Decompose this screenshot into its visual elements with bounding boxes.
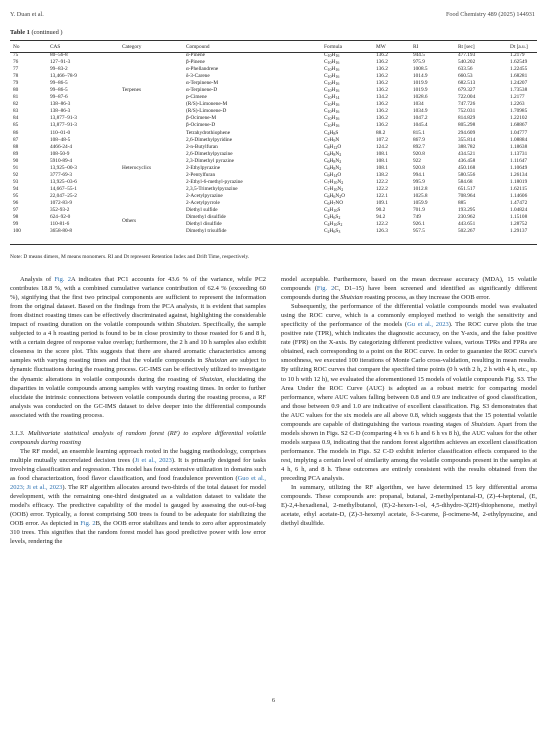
cell-compound: 2,6-Dimethylpyrazine — [186, 150, 233, 157]
table-top-rule — [10, 40, 537, 41]
cell-no: 83 — [13, 108, 19, 115]
cell-compound: 2,3,5-Trimethylpyrazine — [186, 185, 238, 192]
cell-formula: $C_{10}H_{16}$ — [324, 101, 340, 108]
cell-no: 87 — [13, 136, 19, 143]
cell-dt: 1.08884 — [510, 136, 528, 143]
cell-formula: $C_7H_{10}N_2$ — [324, 185, 344, 192]
cell-rt: 660.53 — [458, 73, 473, 80]
cell-ri: 944.5 — [413, 52, 425, 59]
col-header-compound: Compound — [186, 43, 210, 50]
cell-no: 76 — [13, 59, 19, 66]
cell-ri: 1028.6 — [413, 94, 428, 101]
cell-formula: $C_{10}H_{16}$ — [324, 115, 340, 122]
cell-formula: $C_4H_8S$ — [324, 129, 339, 136]
cell-rt: 651.517 — [458, 185, 476, 192]
cell-mw: 108.1 — [376, 157, 388, 164]
col-header-ri: RI — [413, 43, 419, 50]
cell-formula: $C_{10}H_{16}$ — [324, 87, 340, 94]
cell-formula: $C_6H_8N_2$ — [324, 150, 342, 157]
cell-ri: 1025.8 — [413, 192, 428, 199]
cell-rt: 805.298 — [458, 122, 476, 129]
table-row — [10, 200, 537, 207]
cell-formula: $C_8H_{12}O$ — [324, 143, 342, 150]
cell-ri: 994.1 — [413, 171, 425, 178]
cell-dt: 1.18019 — [510, 178, 528, 185]
table-row — [10, 193, 537, 200]
cell-compound: Dimethyl trisulfide — [186, 228, 227, 235]
cell-formula: $C_7H_{10}N_2$ — [324, 178, 344, 185]
cell-mw: 136.2 — [376, 80, 388, 87]
cell-rt: 294.609 — [458, 129, 476, 136]
cell-formula: $C_4H_{10}S$ — [324, 207, 341, 214]
col-header-category: Category — [122, 43, 142, 50]
cell-dt: 1.47472 — [510, 200, 528, 206]
cell-compound: 2,3-Dimethyl pyrazine — [186, 157, 234, 164]
cell-mw: 136.2 — [376, 101, 388, 108]
cell-no: 90 — [13, 157, 19, 164]
paragraph-rf-model: The RF model, an ensemble learning approach rooted in the bagging methodology, comprises multiple mutually uncorrelated decision trees (Ji et al., 2023). It is primarily designed for tasks involving classification and regression. This model has found extensive utilization in domains such as food characterization, food flavor classification, and food fraudulence prevention (Guo et al., 2023; Ji et al., 2023). The RF algorithm allocates around two-thirds of the total dataset for model development, with the remaining one-third designated as a validation dataset to validate the model's efficacy. The predictive capability of the model is gauged by assessing the out-of-bag (OOB) error. Typically, a forest comprising 500 trees is found to be adequate for stabilizing the OOB error. As depicted in Fig. 2B, the OOB error stabilizes and tends to zero after approximately 310 trees. This signifies that the random forest model has good predictive power with low error levels, rendering the — [10, 447, 267, 546]
cell-rt: 633.56 — [458, 66, 473, 73]
cell-mw: 136.2 — [376, 59, 388, 66]
citation-link[interactable]: Gu et al., 2023 — [407, 321, 449, 329]
cell-formula: $C_6H_6N_2O$ — [324, 192, 346, 199]
left-text-column — [10, 275, 266, 546]
cell-cas: 80–56-8 — [50, 52, 68, 59]
cell-mw: 136.2 — [376, 73, 388, 80]
cell-ri: 1012.8 — [413, 185, 428, 192]
cell-cas: 1072-83-9 — [50, 200, 73, 206]
table-row — [10, 108, 537, 115]
cell-formula: $C_{10}H_{16}$ — [324, 73, 340, 80]
cell-ri: 1034.9 — [413, 108, 428, 115]
table-row — [10, 165, 537, 172]
cell-compound: α-Terpinene-M — [186, 80, 219, 87]
cell-compound: β-Ocimene-D — [186, 122, 216, 129]
cell-mw: 122.2 — [376, 221, 388, 228]
cell-compound: 2-Pentylfuran — [186, 171, 216, 178]
cell-cas: 3658-80-8 — [50, 228, 73, 235]
cell-cas: 22,047–25-2 — [50, 192, 77, 199]
cell-mw: 124.2 — [376, 143, 388, 150]
cell-mw: 109.1 — [376, 200, 388, 206]
cell-compound: 2-n-Butylfuran — [186, 143, 218, 150]
cell-formula: $C_2H_6S_2$ — [324, 214, 341, 221]
col-header-formula: Formula — [324, 43, 342, 50]
table-row — [10, 228, 537, 235]
cell-rt: 193.295 — [458, 207, 476, 214]
cell-ri: 749 — [413, 214, 421, 221]
cell-rt: 752.031 — [458, 108, 476, 115]
cell-ri: 701.9 — [413, 207, 425, 214]
running-header-authors: Y. Duan et al. — [10, 11, 44, 18]
cell-rt: 443.651 — [458, 221, 476, 228]
cell-formula: $C_7H_9N$ — [324, 136, 340, 143]
cell-mw: 136.2 — [376, 87, 388, 94]
cell-ri: 1019.9 — [413, 80, 428, 87]
table-row — [10, 221, 537, 228]
cell-formula: $C_4H_{10}S_2$ — [324, 221, 343, 228]
table-note: Note: D means dimers, M means monomers. RI and Dt represent Retention Index and Drift Time, respectively. — [10, 254, 250, 260]
cell-formula: $C_6H_8N_2$ — [324, 157, 342, 164]
cell-no: 94 — [13, 185, 19, 192]
table-body — [10, 52, 537, 235]
cell-dt: 1.10649 — [510, 164, 528, 171]
cell-rt: 580.556 — [458, 171, 476, 178]
cell-no: 84 — [13, 115, 19, 122]
cell-no: 99 — [13, 221, 19, 228]
cell-rt: 814.829 — [458, 115, 476, 122]
cell-formula: $C_{10}H_{16}$ — [324, 52, 340, 59]
cell-ri: 995.9 — [413, 178, 425, 185]
cell-rt: 885 — [458, 200, 466, 206]
cell-dt: 1.29137 — [510, 228, 528, 235]
cell-compound: Tetrahydrothiophene — [186, 129, 231, 136]
cell-formula: $C_2H_6S_3$ — [324, 228, 341, 235]
cell-compound: β-Pinene — [186, 59, 205, 66]
cell-ri: 1047.2 — [413, 115, 428, 122]
cell-dt: 1.70985 — [510, 108, 528, 115]
cell-no: 89 — [13, 150, 19, 157]
col-header-cas: CAS — [50, 43, 61, 50]
table-row — [10, 80, 537, 87]
cell-no: 77 — [13, 66, 19, 73]
cell-cas: 13,925–03-6 — [50, 178, 77, 185]
cell-cas: 99–86-5 — [50, 80, 68, 87]
cell-cas: 110-81-6 — [50, 221, 70, 228]
cell-formula: $C_{10}H_{16}$ — [324, 80, 340, 87]
cell-dt: 1.26134 — [510, 171, 528, 178]
table-row — [10, 101, 537, 108]
section-heading: 3.1.3. Multivariate statistical analysis of random forest (RF) to explore differential volatile compounds during roasting — [10, 429, 266, 446]
cell-no: 97 — [13, 207, 19, 214]
cell-mw: 136.2 — [376, 122, 388, 129]
cell-ri: 926.1 — [413, 221, 425, 228]
cell-dt: 1.14606 — [510, 192, 528, 199]
cell-ri: 920.8 — [413, 164, 425, 171]
cell-mw: 122.2 — [376, 178, 388, 185]
cell-rt: 708.964 — [458, 192, 476, 199]
cell-cas: 99–86-5 — [50, 87, 68, 94]
cell-compound: Diethyl sulfide — [186, 207, 218, 214]
cell-dt: 1.04777 — [510, 129, 528, 136]
cell-dt: 1.24207 — [510, 80, 528, 87]
cell-no: 80 — [13, 87, 19, 94]
right-text-column — [281, 275, 537, 528]
cell-mw: 88.2 — [376, 129, 386, 136]
cell-formula: $C_9H_{14}O$ — [324, 171, 342, 178]
table-bottom-rule — [10, 244, 537, 245]
cell-dt: 1.68281 — [510, 73, 528, 80]
cell-rt: 230.962 — [458, 214, 476, 221]
cell-mw: 122.2 — [376, 185, 388, 192]
cell-category: Others — [122, 217, 137, 224]
cell-dt: 1.13731 — [510, 150, 528, 157]
cell-category: Terpenes — [122, 87, 142, 94]
cell-cas: 352-93-2 — [50, 207, 70, 214]
cell-rt: 388.782 — [458, 143, 476, 150]
cell-no: 93 — [13, 178, 19, 185]
cell-dt: 1.2177 — [510, 94, 525, 101]
cell-rt: 679.327 — [458, 87, 476, 94]
table-row — [10, 87, 537, 94]
cell-compound: Dimethyl disulfide — [186, 214, 226, 221]
cell-ri: 1008.5 — [413, 66, 428, 73]
cell-compound: α-Pinene — [186, 52, 205, 59]
cell-dt: 1.2179 — [510, 52, 525, 59]
cell-compound: (R/S)-Limonene-M — [186, 101, 228, 108]
cell-ri: 975.9 — [413, 59, 425, 66]
cell-ri: 957.5 — [413, 228, 425, 235]
cell-dt: 1.2263 — [510, 101, 525, 108]
citation-link[interactable]: Guo et al., 2023; Ji et al., 2023 — [10, 474, 266, 492]
cell-no: 95 — [13, 192, 19, 199]
table-row — [10, 214, 537, 221]
figure-link[interactable]: Fig. 2 — [80, 520, 96, 528]
table-row — [10, 179, 537, 186]
table-row — [10, 115, 537, 122]
cell-mw: 136.2 — [376, 115, 388, 122]
paragraph-pca-analysis: Analysis of Fig. 2A indicates that PC1 accounts for 43.6 % of the variance, while PC2 contributes 18.8 %, with a combined cumulative variance contribution of 62.4 % (exceeding 60 %), signifying that the first two principal components are sufficient to represent the information from the original dataset. Based on the findings from the PCA analysis, it is evident that samples from distinct roasting times can be effectively discriminated against, highlighting the considerable impact of roasting duration on the volatile compounds within Shuixian. Specifically, the sample subjected to a 4 h roasting period is found to be in close proximity to those roasted for 6 and 8 h, with a certain degree of response value overlap; furthermore, the 2 h and 10 h samples also exhibit closeness in the score plot. This suggests that there are shared aromatic characteristics among samples with varying roasting times and that the volatile compounds in Shuixian are subject to dynamic fluctuations during the roasting process. GC-IMS can be effectively utilized to investigate the dynamic alterations in volatile compounds during the roasting of Shuixian, elucidating the disparities in volatile compounds among samples with varying roasting times. In order to further elucidate the intrinsic connections between volatile compounds during the roasting process, a RF analysis was conducted on the GC-IMS dataset to delve deeper into the differential compounds associated with the roasting process. — [10, 276, 266, 419]
table-row — [10, 73, 537, 80]
cell-mw: 136.2 — [376, 52, 388, 59]
cell-ri: 815.1 — [413, 129, 425, 136]
cell-no: 100 — [13, 228, 21, 235]
cell-no: 75 — [13, 52, 19, 59]
cell-dt: 1.68867 — [510, 122, 528, 129]
cell-mw: 107.2 — [376, 136, 388, 143]
cell-cas: 108-50-9 — [50, 150, 70, 157]
cell-compound: 2-Acetylpyrrole — [186, 200, 220, 206]
cell-no: 88 — [13, 143, 19, 150]
cell-no: 81 — [13, 94, 19, 101]
col-header-rt: Rt [sec] — [458, 43, 475, 50]
cell-rt: 434.521 — [458, 150, 476, 157]
cell-formula: $C_{10}H_{16}$ — [324, 59, 340, 66]
col-header-dt: Dt [a.u.] — [510, 43, 528, 50]
cell-rt: 584.68 — [458, 178, 473, 185]
cell-ri: 1034 — [413, 101, 424, 108]
cell-formula: $C_6H_8N_2$ — [324, 164, 342, 171]
running-header-journal: Food Chemistry 489 (2025) 144931 — [445, 11, 535, 18]
cell-no: 79 — [13, 80, 19, 87]
table-row — [10, 151, 537, 158]
cell-dt: 1.62549 — [510, 59, 528, 66]
col-header-no: No — [13, 43, 20, 50]
cell-cas: 13,466–78-9 — [50, 73, 77, 80]
cell-compound: p-Cimene — [186, 94, 207, 101]
cell-mw: 138.2 — [376, 171, 388, 178]
cell-cas: 624–92-0 — [50, 214, 71, 221]
cell-cas: 4466-24-4 — [50, 143, 73, 150]
cell-rt: 450.168 — [458, 164, 476, 171]
page-number: 6 — [272, 698, 275, 704]
cell-formula: $C_6H_7NO$ — [324, 200, 344, 206]
cell-ri: 920.8 — [413, 150, 425, 157]
cell-no: 96 — [13, 200, 19, 206]
paragraph-continuation: model acceptable. Furthermore, based on the mean decrease accuracy (MDA), 15 volatile compounds (Fig. 2C, D1–15) have been screened and identified as significantly different compounds during the Shuixian roasting process, as they increase the OOB error. — [281, 276, 537, 302]
cell-cas: 99–83-2 — [50, 66, 68, 73]
cell-no: 86 — [13, 129, 19, 136]
cell-rt: 540.202 — [458, 59, 476, 66]
cell-dt: 1.04824 — [510, 207, 528, 214]
cell-compound: α-Phellandrene — [186, 66, 219, 73]
table-row — [10, 172, 537, 179]
cell-compound: 2,6-Dimethylpyridine — [186, 136, 233, 143]
cell-dt: 1.18638 — [510, 143, 528, 150]
cell-ri: 1059.9 — [413, 200, 428, 206]
table-row — [10, 130, 537, 137]
cell-no: 82 — [13, 101, 19, 108]
cell-mw: 90.2 — [376, 207, 386, 214]
cell-no: 78 — [13, 73, 19, 80]
cell-ri: 1019.9 — [413, 87, 428, 94]
table-row — [10, 59, 537, 66]
cell-compound: 2-Acetylpyrazine — [186, 192, 223, 199]
table-row — [10, 122, 537, 129]
cell-formula: $C_{10}H_{16}$ — [324, 122, 340, 129]
cell-mw: 136.2 — [376, 66, 388, 73]
cell-no: 98 — [13, 214, 19, 221]
cell-cas: 138–86-3 — [50, 101, 71, 108]
paragraph-roc-curve: Subsequently, the performance of the differential volatile compounds model was evaluated using the ROC curve, which is a commonly employed method to weigh the sensitivity and specificity of the performance of the models (Gu et al., 2023). The ROC curve plots the true positive rate (TPR), which indicates the diagnostic accuracy, on the Y-axis, and the false positive rate (FPR) on the X-axis. By categorizing different predictive values, various TPRs and FPRs are obtained, each corresponding to a point on the ROC curve. In order to guarantee the ROC curve's smoothness, we executed 100 iterations of Monte Carlo cross-validation, resulting in mean results. By utilizing ROC curves that compare the specified time points (0 h with 2 h, 2 h with 4 h, etc., up to 10 h with 12 h), we evaluated the aforementioned 15 models of volatile compounds Fig. S3. The Area Under the ROC Curve (AUC) is adopted as a robust metric for comparing model performance, where AUC values falling between 0.8 and 0.9 are indicative of good classification, and those between 0.9 and 1.0 are indicative of excellent classification. Fig. S3 demonstrates that the AUC values for the six models are all above 0.8, which suggests that the 15 potential volatile compounds are capable of distinguishing the various roasting stages of Shuixian. Apart from the models shown in Figs. S2 C-D (comparing 4 h vs 6 h and 6 h vs 8 h), the AUC values for the other models surpass 0.9, indicating that the random forest algorithm achieves an excellent classification performance. The models in Figs. S2 C-D exhibit inferior classification effects compared to the rest, implying a certain level of similarity among the volatile compounds present in the samples at 4 h, 6 h, and 8 h. These outcomes are entirely consistent with the results obtained from the preceding PCA analysis. — [281, 303, 537, 483]
cell-cas: 127–91-3 — [50, 59, 71, 66]
table-row — [10, 144, 537, 151]
cell-dt: 1.22455 — [510, 66, 528, 73]
table-row — [10, 158, 537, 165]
cell-mw: 126.3 — [376, 228, 388, 235]
cell-cas: 5910-89-4 — [50, 157, 73, 164]
citation-link[interactable]: Ji et al., 2023 — [134, 456, 172, 464]
compound-table — [10, 42, 537, 235]
table-row — [10, 52, 537, 59]
table-row — [10, 66, 537, 73]
cell-mw: 108.1 — [376, 164, 388, 171]
cell-ri: 1045.4 — [413, 122, 428, 129]
cell-cas: 138–86-3 — [50, 108, 71, 115]
cell-no: 91 — [13, 164, 19, 171]
cell-ri: 867.9 — [413, 136, 425, 143]
cell-compound: δ-3-Carene — [186, 73, 210, 80]
cell-compound: (R/S)-Limonene-D — [186, 108, 227, 115]
cell-compound: 2-Ethylpyrazine — [186, 164, 221, 171]
figure-link[interactable]: Fig. 2 — [54, 276, 71, 283]
cell-formula: $C_{10}H_{14}$ — [324, 94, 340, 101]
cell-mw: 136.2 — [376, 108, 388, 115]
cell-cas: 99–87-6 — [50, 94, 68, 101]
figure-link[interactable]: Fig. 2 — [316, 285, 335, 293]
cell-mw: 122.1 — [376, 192, 388, 199]
cell-cas: 110–01-0 — [50, 129, 71, 136]
cell-mw: 94.2 — [376, 214, 386, 221]
cell-compound: 2-Ethyl-6-methyl-pyrazine — [186, 178, 243, 185]
table-row — [10, 94, 537, 101]
cell-cas: 13,877–91-3 — [50, 115, 77, 122]
cell-rt: 477.193 — [458, 52, 476, 59]
cell-rt: 682.513 — [458, 80, 476, 87]
cell-cas: 13,925–00-3 — [50, 164, 77, 171]
paragraph-summary: In summary, utilizing the RF algorithm, we have determined 15 key differential aroma compounds. These compounds are: propanal, butanal, 2-methylpentanal-D, (Z)-4-heptenal, (E, E)-2,4-hexadienal, 2-methylbutanol, (E)-2-hexen-1-ol, 4,5-dihydro-3(2H)-thiophenone, methyl acetate, ethyl acetate-D, (Z)-3-hexenyl acetate, δ-3-carene, β-ocimene-M, 2-ethylpyrazine, and diethyl disulfide. — [281, 484, 537, 528]
cell-compound: α-Terpinene-D — [186, 87, 218, 94]
cell-ri: 922 — [413, 157, 421, 164]
cell-compound: Diethyl disulfide — [186, 221, 222, 228]
table-title: Table 1 (continued ) — [10, 29, 63, 36]
cell-dt: 1.28752 — [510, 221, 528, 228]
cell-rt: 502.267 — [458, 228, 476, 235]
cell-mw: 134.2 — [376, 94, 388, 101]
cell-mw: 108.1 — [376, 150, 388, 157]
cell-cas: 3777-69-3 — [50, 171, 73, 178]
cell-rt: 722.004 — [458, 94, 476, 101]
cell-rt: 747.726 — [458, 101, 476, 108]
cell-cas: 108–48-5 — [50, 136, 71, 143]
cell-ri: 892.7 — [413, 143, 425, 150]
table-row — [10, 137, 537, 144]
cell-compound: β-Ocimene-M — [186, 115, 217, 122]
cell-rt: 436.458 — [458, 157, 476, 164]
cell-dt: 1.11647 — [510, 157, 528, 164]
col-header-mw: MW — [376, 43, 386, 50]
cell-dt: 1.22102 — [510, 115, 528, 122]
cell-category: Heterocyclics — [122, 164, 152, 171]
cell-dt: 1.15108 — [510, 214, 528, 221]
cell-no: 85 — [13, 122, 19, 129]
table-row — [10, 186, 537, 193]
cell-cas: 13,877–91-3 — [50, 122, 77, 129]
cell-dt: 1.62115 — [510, 185, 528, 192]
cell-formula: $C_{10}H_{16}$ — [324, 66, 340, 73]
table-row — [10, 207, 537, 214]
cell-rt: 355.814 — [458, 136, 476, 143]
cell-ri: 1014.9 — [413, 73, 428, 80]
cell-cas: 14,667–55-1 — [50, 185, 77, 192]
cell-dt: 1.73538 — [510, 87, 528, 94]
cell-formula: $C_{10}H_{16}$ — [324, 108, 340, 115]
table-header-row — [10, 42, 537, 52]
cell-no: 92 — [13, 171, 19, 178]
